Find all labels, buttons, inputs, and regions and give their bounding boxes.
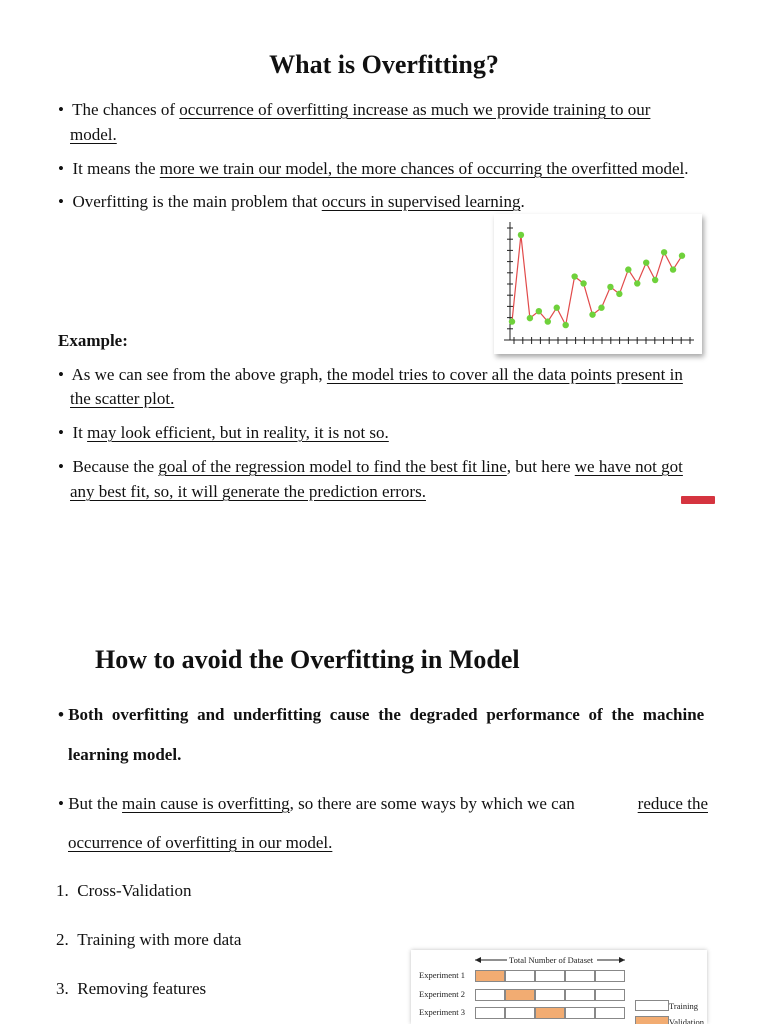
slide2-point-1: • Both overfitting and underfitting cause the degraded performance of the machine — [58, 705, 705, 724]
training-fold-cell — [475, 989, 505, 1001]
training-fold-cell — [505, 1007, 535, 1019]
underlined-text: main cause is overfitting — [122, 794, 290, 813]
slide2-point-2: • But the main cause is overfitting, so there are some ways by which we can reduce the — [58, 794, 708, 813]
list-item: 2. Training with more data — [56, 930, 242, 949]
example-bullet-2: • It may look efficient, but in reality, it is not so. — [58, 423, 389, 442]
validation-fold-cell — [535, 1007, 565, 1019]
data-point — [518, 232, 524, 238]
slide2-point-1-cont: learning model. — [68, 745, 182, 764]
training-fold-cell — [565, 989, 595, 1001]
overfitting-chart-svg — [494, 214, 702, 354]
training-fold-cell — [595, 1007, 625, 1019]
underlined-text: more we train our model, the more chances of occurring the overfitted model — [159, 159, 685, 178]
underlined-text: occurrence of overfitting increase as much we provide training to our — [179, 100, 651, 119]
data-point — [607, 284, 613, 290]
data-point — [661, 249, 667, 255]
example-bullet-3-cont: any best fit, so, it will generate the prediction errors. — [70, 482, 426, 501]
underlined-text: goal of the regression model to find the best fit line — [158, 457, 507, 476]
list-item: 1. Cross-Validation — [56, 881, 192, 900]
data-point — [580, 280, 586, 286]
validation-fold-cell — [475, 970, 505, 982]
data-point — [545, 318, 551, 324]
slide2-title: How to avoid the Overfitting in Model — [95, 645, 520, 674]
training-fold-cell — [535, 970, 565, 982]
legend-training-label: Training — [669, 1001, 698, 1011]
data-point — [670, 266, 676, 272]
training-fold-cell — [535, 989, 565, 1001]
data-point — [527, 315, 533, 321]
bullet-1: • The chances of occurrence of overfitting increase as much we provide training to our — [58, 100, 651, 119]
overfitting-chart — [494, 214, 702, 354]
data-point — [634, 280, 640, 286]
example-bullet-1-cont: the scatter plot. — [70, 389, 175, 408]
data-point — [562, 322, 568, 328]
experiment-label: Experiment 3 — [419, 1007, 466, 1017]
bullet-3: • Overfitting is the main problem that occurs in supervised learning. — [58, 192, 525, 211]
data-point — [625, 266, 631, 272]
training-fold-cell — [475, 1007, 505, 1019]
training-fold-cell — [505, 970, 535, 982]
chart-series — [509, 232, 685, 329]
watermark-logo — [681, 496, 715, 504]
training-fold-cell — [565, 970, 595, 982]
legend-validation-swatch — [635, 1016, 669, 1024]
data-point — [509, 318, 515, 324]
bullet-dot: • — [58, 100, 64, 119]
chart-axes — [504, 222, 694, 344]
data-point — [554, 305, 560, 311]
data-point — [643, 259, 649, 265]
experiment-label: Experiment 1 — [419, 970, 466, 980]
data-point — [598, 305, 604, 311]
validation-fold-cell — [505, 989, 535, 1001]
data-point — [571, 273, 577, 279]
bullet-1-cont: model. — [70, 125, 117, 144]
training-fold-cell — [595, 970, 625, 982]
dataset-header: Total Number of Dataset — [509, 955, 594, 965]
list-item: 3. Removing features — [56, 979, 207, 998]
data-point — [652, 277, 658, 283]
training-fold-cell — [565, 1007, 595, 1019]
data-point — [589, 311, 595, 317]
legend-validation-label: Validation — [669, 1017, 704, 1024]
slide2-point-2-cont: occurrence of overfitting in our model. — [68, 833, 333, 852]
underlined-text: occurs in supervised learning — [321, 192, 521, 211]
underlined-text: may look efficient, but in reality, it is not so. — [87, 423, 389, 442]
example-bullet-1: • As we can see from the above graph, the model tries to cover all the data points present in — [58, 365, 683, 384]
example-heading: Example: — [58, 331, 128, 350]
data-point — [536, 308, 542, 314]
cross-validation-diagram — [411, 950, 707, 1024]
bullet-2: • It means the more we train our model, the more chances of occurring the overfitted model. — [58, 159, 689, 178]
training-fold-cell — [595, 989, 625, 1001]
underlined-text: the model tries to cover all the data points present in — [326, 365, 683, 384]
slide1-title: What is Overfitting? — [269, 50, 499, 79]
data-point — [679, 253, 685, 259]
data-point — [616, 291, 622, 297]
experiment-label: Experiment 2 — [419, 989, 466, 999]
example-bullet-3: • Because the goal of the regression model to find the best fit line, but here we have not got — [58, 457, 683, 476]
legend-training-swatch — [635, 1000, 669, 1011]
